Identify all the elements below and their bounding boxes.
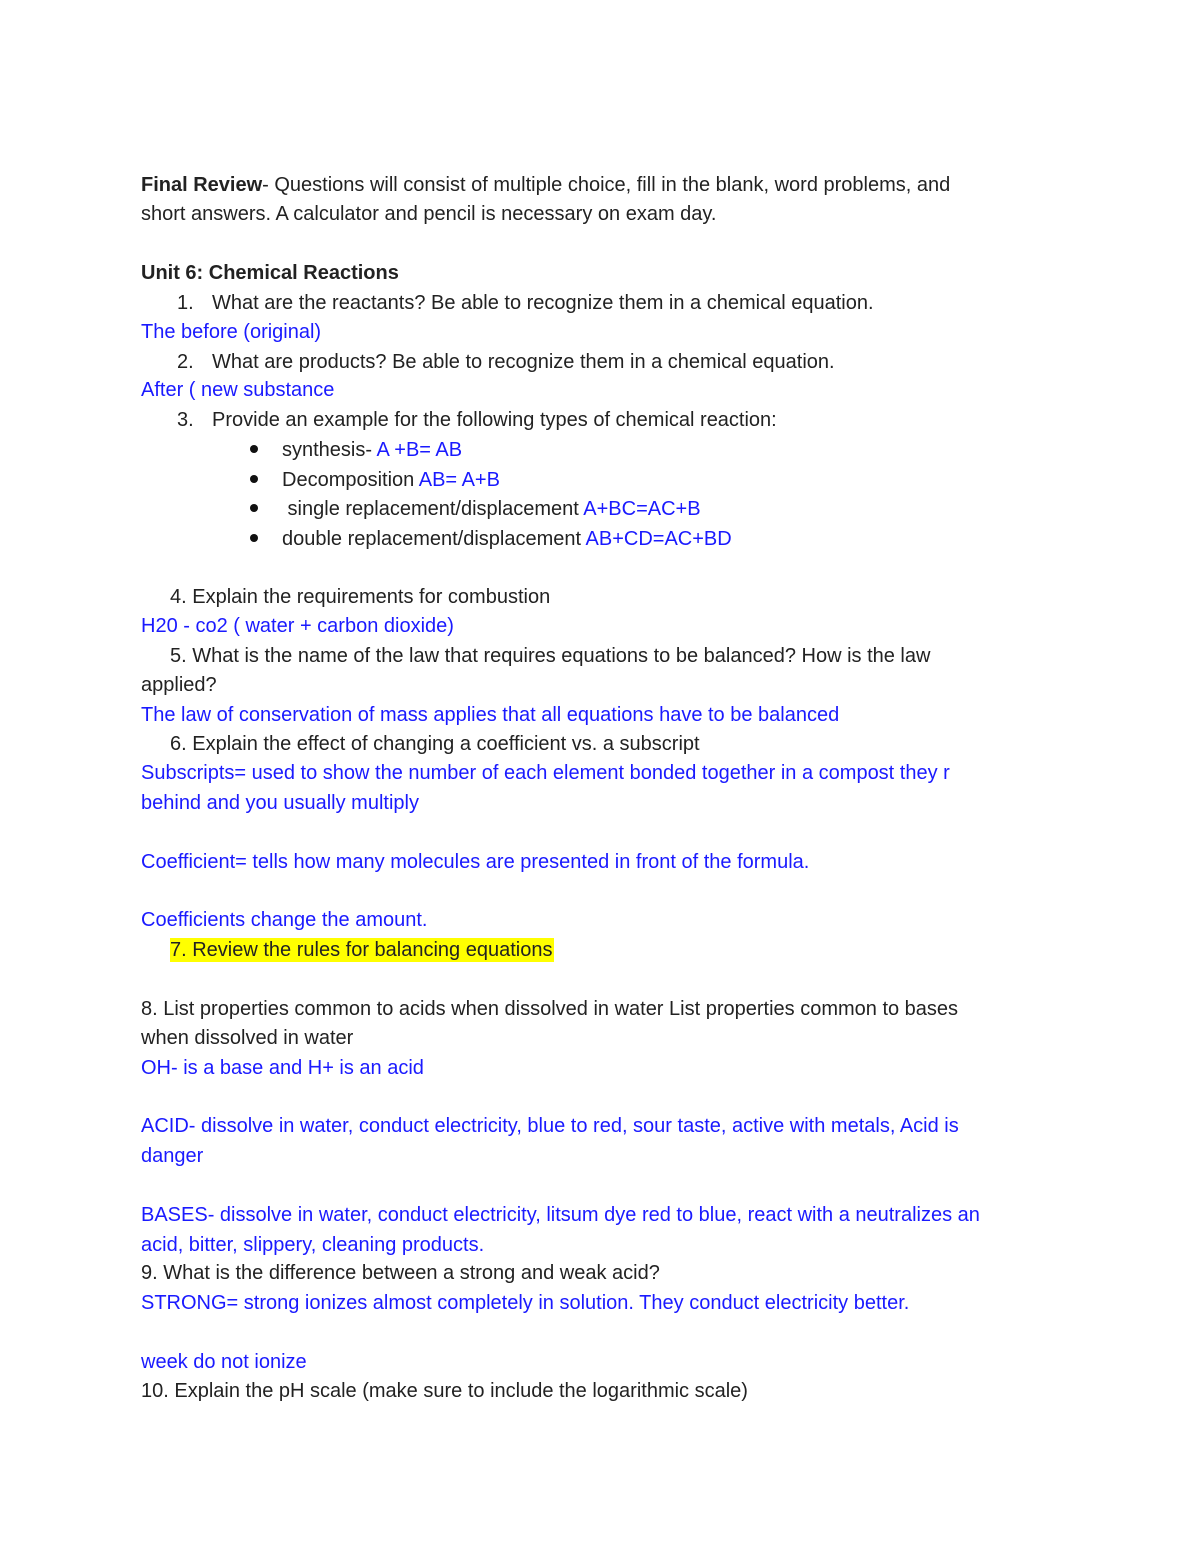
- question-3-number: 3.: [177, 409, 194, 431]
- answer-8-acid-cont: danger: [141, 1145, 204, 1167]
- question-1: What are the reactants? Be able to recognize them in a chemical equation.: [212, 292, 874, 314]
- question-2-number: 2.: [177, 351, 194, 373]
- answer-6-subscripts-cont: behind and you usually multiply: [141, 792, 419, 814]
- bullet-icon: [250, 445, 258, 453]
- answer-2: After ( new substance: [141, 379, 335, 401]
- answer-1: The before (original): [141, 321, 322, 343]
- answer-9-weak: week do not ionize: [141, 1351, 307, 1373]
- bullet-double-replacement: [282, 527, 732, 551]
- question-3: Provide an example for the following types of chemical reaction:: [212, 409, 777, 431]
- question-8: 8. List properties common to acids when dissolved in water List properties common to bases: [141, 998, 959, 1020]
- bullet-answer: A+BC=AC+B: [583, 498, 701, 520]
- bullet-label: double replacement/displacement: [282, 528, 586, 550]
- intro-line-1: [141, 173, 950, 197]
- answer-8-ions: OH- is a base and H+ is an acid: [141, 1057, 424, 1079]
- question-5: 5. What is the name of the law that requires equations to be balanced? How is the law: [170, 645, 931, 667]
- question-6: 6. Explain the effect of changing a coefficient vs. a subscript: [170, 733, 700, 755]
- bullet-label: single replacement/displacement: [282, 498, 584, 520]
- question-1-number: 1.: [177, 292, 194, 314]
- question-9: 9. What is the difference between a strong and weak acid?: [141, 1262, 660, 1284]
- answer-5: The law of conservation of mass applies that all equations have to be balanced: [141, 704, 840, 726]
- answer-8-bases-cont: acid, bitter, slippery, cleaning products.: [141, 1234, 485, 1256]
- answer-4: H20 - co2 ( water + carbon dioxide): [141, 615, 454, 637]
- answer-8-acid: ACID- dissolve in water, conduct electricity, blue to red, sour taste, active with metals, Acid is: [141, 1115, 959, 1137]
- bullet-icon: [250, 504, 258, 512]
- answer-8-bases: BASES- dissolve in water, conduct electricity, litsum dye red to blue, react with a neutralizes an: [141, 1204, 980, 1226]
- bullet-label: Decomposition: [282, 469, 419, 491]
- answer-6-coefficient: Coefficient= tells how many molecules are presented in front of the formula.: [141, 851, 810, 873]
- answer-9-strong: STRONG= strong ionizes almost completely in solution. They conduct electricity better.: [141, 1292, 910, 1314]
- question-7-highlighted: 7. Review the rules for balancing equations: [170, 939, 553, 961]
- question-2: What are products? Be able to recognize them in a chemical equation.: [212, 351, 835, 373]
- question-5-cont: applied?: [141, 674, 217, 696]
- question-4: 4. Explain the requirements for combustion: [170, 586, 551, 608]
- bullet-synthesis: [282, 438, 462, 462]
- answer-6-coefficients-change: Coefficients change the amount.: [141, 909, 428, 931]
- question-8-cont: when dissolved in water: [141, 1027, 354, 1049]
- bullet-icon: [250, 534, 258, 542]
- bullet-decomposition: [282, 468, 500, 492]
- answer-6-subscripts: Subscripts= used to show the number of each element bonded together in a compost they r: [141, 762, 950, 784]
- intro-text: - Questions will consist of multiple choice, fill in the blank, word problems, and: [262, 174, 951, 196]
- bullet-single-replacement: [282, 497, 701, 521]
- unit-heading: Unit 6: Chemical Reactions: [141, 262, 399, 284]
- intro-title: Final Review: [141, 174, 263, 196]
- intro-line-2: short answers. A calculator and pencil is necessary on exam day.: [141, 203, 717, 225]
- question-10: 10. Explain the pH scale (make sure to include the logarithmic scale): [141, 1380, 748, 1402]
- bullet-answer: A +B= AB: [376, 439, 463, 461]
- bullet-icon: [250, 475, 258, 483]
- bullet-label: synthesis-: [282, 439, 377, 461]
- bullet-answer: AB= A+B: [418, 469, 500, 491]
- bullet-answer: AB+CD=AC+BD: [585, 528, 732, 550]
